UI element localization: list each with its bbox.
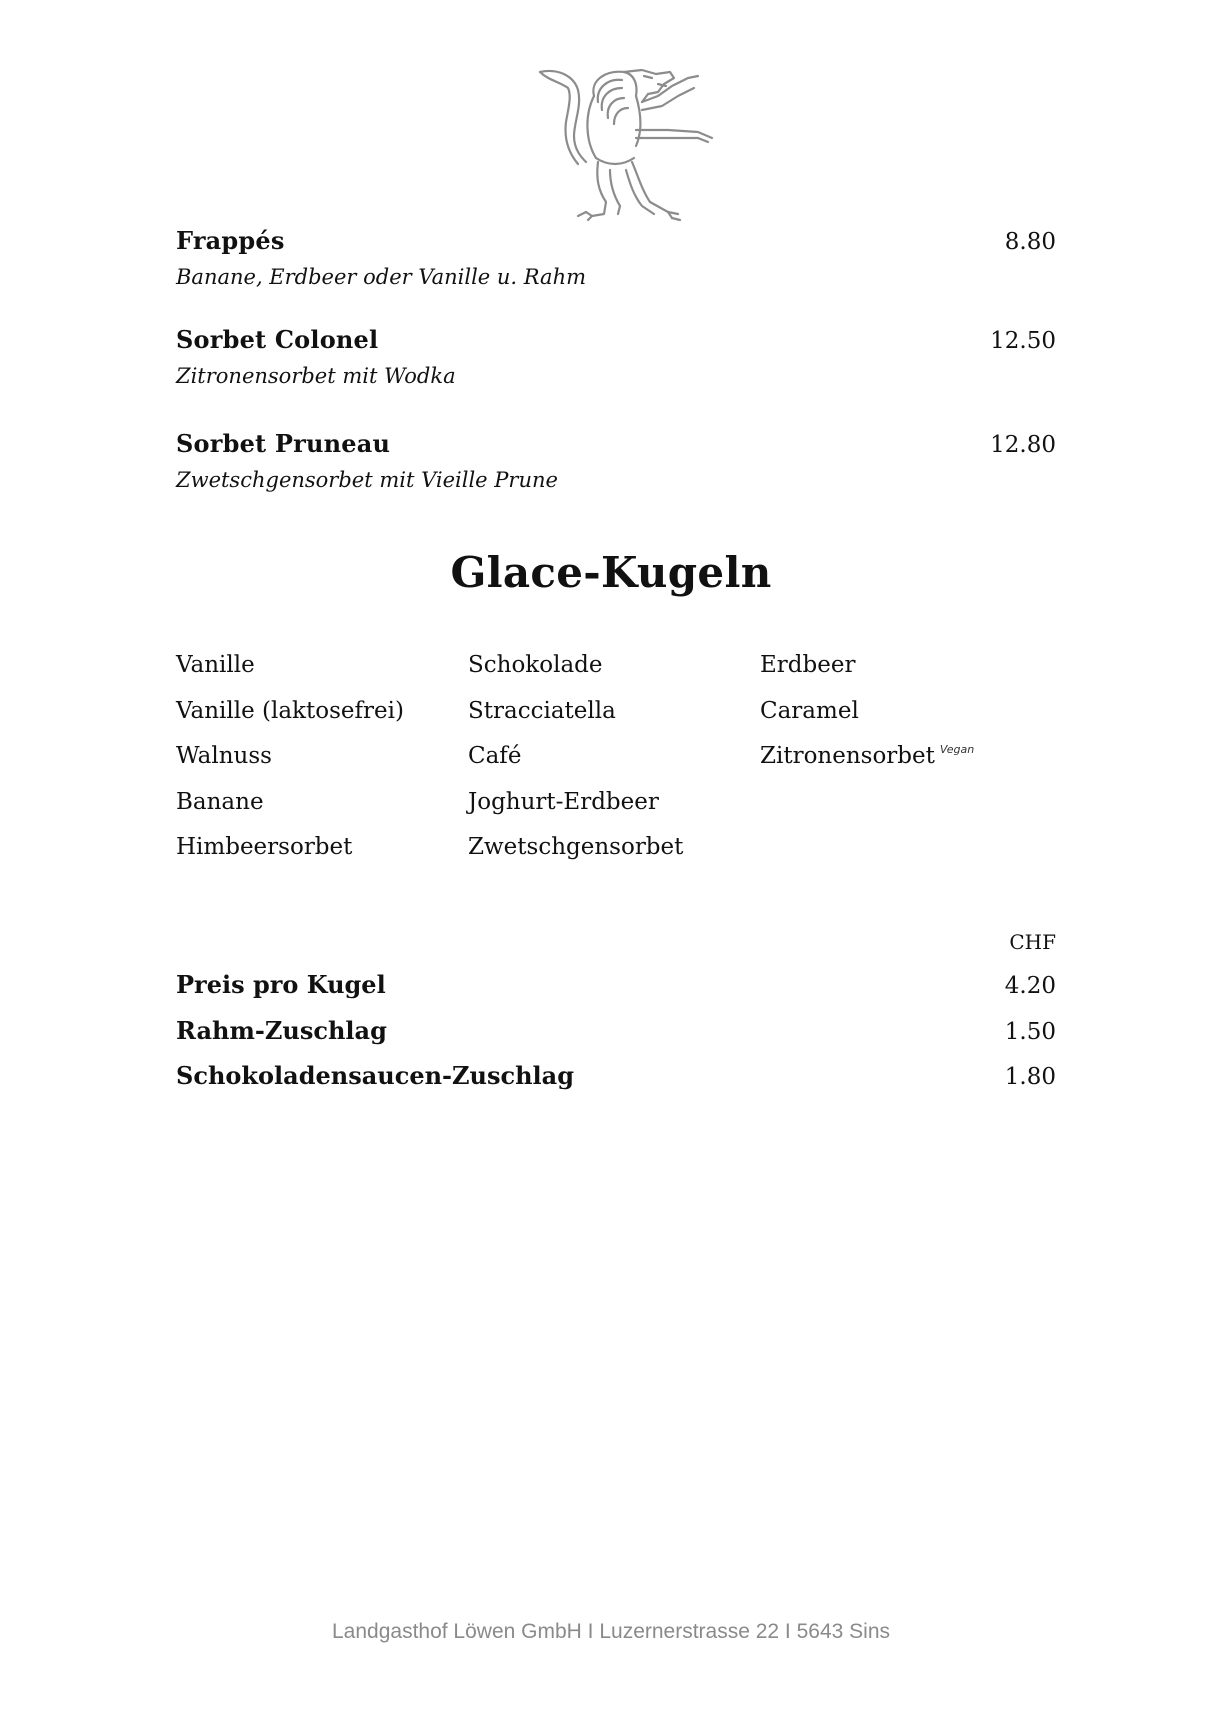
flavor-item: Schokolade [468,652,603,678]
price-value: 1.80 [1004,1064,1056,1090]
flavor-grid [176,652,1056,880]
footer-address: Landgasthof Löwen GmbH I Luzernerstrasse 22 I 5643 Sins [332,1620,890,1643]
flavor-item-empty [760,834,1056,880]
price-value: 4.20 [1004,973,1056,999]
flavor-label: Zitronensorbet [760,743,935,769]
price-label: Schokoladensaucen-Zuschlag [176,1061,575,1090]
item-description: Zwetschgensorbet mit Vieille Prune [176,468,558,492]
menu-item-frappes [176,226,1056,289]
flavor-item-vegan [760,743,1056,789]
flavor-item: Walnuss [176,743,272,769]
flavor-item: Erdbeer [760,652,856,678]
item-price: 8.80 [1004,229,1056,255]
menu-item-sorbet-pruneau [176,429,1056,492]
flavor-item: Himbeersorbet [176,834,353,860]
section-title: Glace-Kugeln [450,548,772,597]
item-name: Frappés [176,226,285,255]
item-name: Sorbet Pruneau [176,429,391,458]
flavor-item: Café [468,743,522,769]
price-row [176,1016,1056,1062]
lion-logo-icon [538,66,718,222]
item-price: 12.80 [990,432,1056,458]
flavor-item-empty [760,789,1056,835]
item-name: Sorbet Colonel [176,325,379,354]
price-label: Preis pro Kugel [176,970,386,999]
flavor-item: Stracciatella [468,697,616,724]
flavor-item: Banane [176,788,264,815]
item-description: Banane, Erdbeer oder Vanille u. Rahm [176,265,587,289]
currency-label: CHF [1009,930,1056,954]
flavor-item: Caramel [760,697,859,724]
price-row [176,970,1056,1016]
vegan-badge: Vegan [939,743,975,756]
item-description: Zitronensorbet mit Wodka [176,364,456,388]
flavor-item: Vanille (laktosefrei) [176,697,404,724]
price-value: 1.50 [1004,1018,1056,1045]
flavor-item: Zwetschgensorbet [468,834,684,860]
price-row [176,1061,1056,1107]
item-price: 12.50 [990,328,1056,354]
price-label: Rahm-Zuschlag [176,1015,387,1045]
price-table [176,970,1056,1107]
flavor-item: Joghurt-Erdbeer [468,788,659,815]
menu-item-sorbet-colonel [176,325,1056,388]
flavor-item: Vanille [176,652,255,678]
